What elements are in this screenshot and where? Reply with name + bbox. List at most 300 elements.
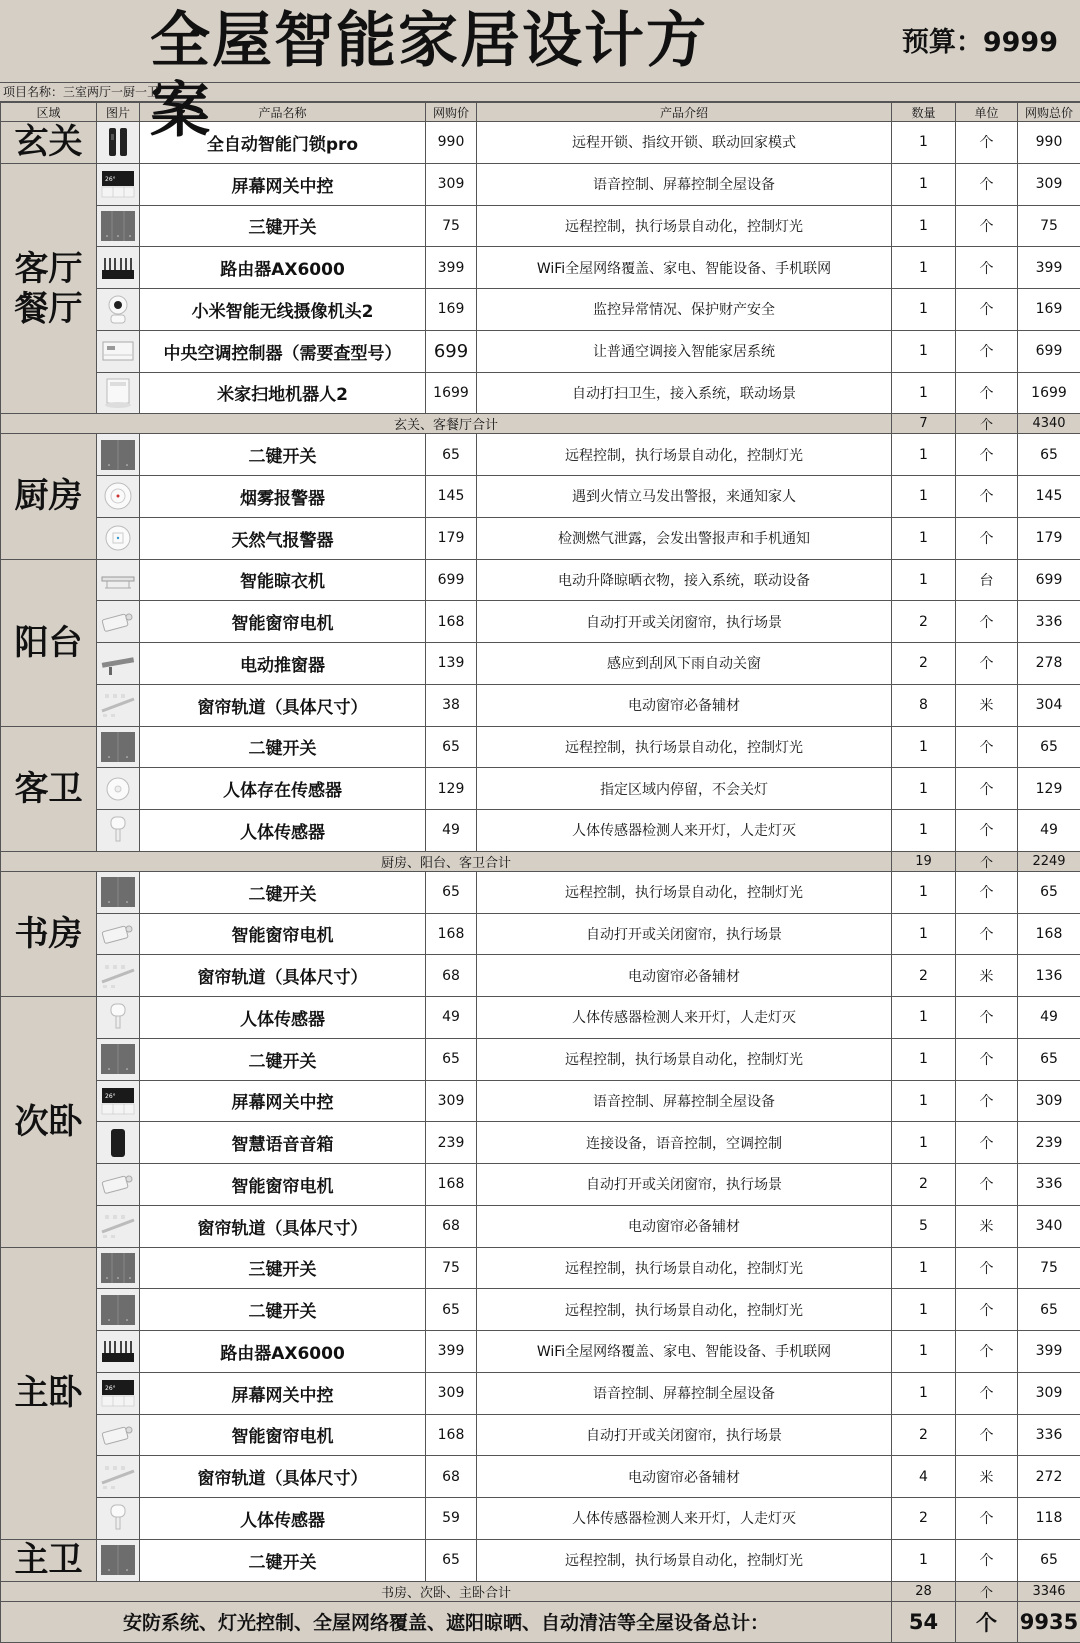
line-total: 399 bbox=[1018, 247, 1080, 289]
product-description: 远程控制，执行场景自动化，控制灯光 bbox=[477, 871, 892, 913]
column-header: 网购总价 bbox=[1018, 103, 1080, 122]
gas-alarm-icon bbox=[99, 522, 137, 554]
column-header: 数量 bbox=[892, 103, 956, 122]
area-label: 玄关 bbox=[1, 122, 96, 162]
table-row bbox=[1, 476, 1080, 518]
product-name: 二键开关 bbox=[140, 1038, 426, 1080]
line-total: 179 bbox=[1018, 517, 1080, 559]
quantity: 1 bbox=[892, 768, 956, 810]
unit: 个 bbox=[956, 643, 1018, 685]
product-image-cell bbox=[97, 1456, 140, 1498]
table-row bbox=[1, 1331, 1080, 1373]
unit-price: 239 bbox=[426, 1122, 477, 1164]
screen-gateway-icon bbox=[99, 168, 137, 200]
area-cell bbox=[1, 871, 97, 996]
product-name: 窗帘轨道（具体尺寸） bbox=[140, 684, 426, 726]
unit: 个 bbox=[956, 1539, 1018, 1581]
unit-price: 68 bbox=[426, 1456, 477, 1498]
product-name: 二键开关 bbox=[140, 726, 426, 768]
product-description: 远程控制，执行场景自动化，控制灯光 bbox=[477, 1289, 892, 1331]
smart-speaker-icon bbox=[99, 1127, 137, 1159]
table-row bbox=[1, 913, 1080, 955]
product-table bbox=[0, 102, 1080, 1643]
motion-sensor-icon bbox=[99, 1502, 137, 1534]
column-header: 图片 bbox=[97, 103, 140, 122]
product-name: 三键开关 bbox=[140, 1247, 426, 1289]
line-total: 65 bbox=[1018, 1539, 1080, 1581]
column-header: 单位 bbox=[956, 103, 1018, 122]
svg-text:26°: 26° bbox=[105, 1385, 116, 1392]
quantity: 2 bbox=[892, 643, 956, 685]
product-image-cell bbox=[97, 122, 140, 164]
unit: 个 bbox=[956, 726, 1018, 768]
svg-text:26°: 26° bbox=[105, 1093, 116, 1100]
product-image-cell bbox=[97, 1331, 140, 1373]
curtain-motor-icon bbox=[99, 1168, 137, 1200]
subtotal-label: 厨房、阳台、客卫合计 bbox=[1, 851, 892, 871]
line-total: 49 bbox=[1018, 810, 1080, 852]
router-icon bbox=[99, 252, 137, 284]
quantity: 2 bbox=[892, 1498, 956, 1540]
unit-price: 65 bbox=[426, 1539, 477, 1581]
product-name: 窗帘轨道（具体尺寸） bbox=[140, 955, 426, 997]
unit: 个 bbox=[956, 871, 1018, 913]
two-key-switch-icon bbox=[99, 439, 137, 471]
page-title: 全屋智能家居设计方案 bbox=[150, 6, 750, 146]
line-total: 129 bbox=[1018, 768, 1080, 810]
table-row bbox=[1, 434, 1080, 476]
table-row bbox=[1, 1456, 1080, 1498]
product-image-cell bbox=[97, 997, 140, 1039]
area-label: 阳台 bbox=[1, 623, 96, 663]
line-total: 309 bbox=[1018, 1080, 1080, 1122]
table-row bbox=[1, 205, 1080, 247]
product-image-cell bbox=[97, 913, 140, 955]
area-label: 餐厅 bbox=[1, 289, 96, 329]
quantity: 1 bbox=[892, 871, 956, 913]
table-row bbox=[1, 163, 1080, 205]
unit: 个 bbox=[956, 1080, 1018, 1122]
unit-price: 168 bbox=[426, 913, 477, 955]
product-description: WiFi全屋网络覆盖、家电、智能设备、手机联网 bbox=[477, 1331, 892, 1373]
area-label: 主卫 bbox=[1, 1540, 96, 1580]
unit-price: 168 bbox=[426, 601, 477, 643]
product-name: 人体传感器 bbox=[140, 1498, 426, 1540]
unit: 个 bbox=[956, 997, 1018, 1039]
product-name: 智能晾衣机 bbox=[140, 559, 426, 601]
area-cell bbox=[1, 434, 97, 559]
quantity: 1 bbox=[892, 1331, 956, 1373]
product-description: 远程开锁、指纹开锁、联动回家模式 bbox=[477, 122, 892, 164]
line-total: 136 bbox=[1018, 955, 1080, 997]
line-total: 65 bbox=[1018, 1289, 1080, 1331]
product-name: 智能窗帘电机 bbox=[140, 913, 426, 955]
quantity: 1 bbox=[892, 289, 956, 331]
motion-sensor-icon bbox=[99, 1001, 137, 1033]
area-cell bbox=[1, 122, 97, 164]
product-description: 电动窗帘必备辅材 bbox=[477, 1205, 892, 1247]
grand-total-label: 安防系统、灯光控制、全屋网络覆盖、遮阳晾晒、自动清洁等全屋设备总计： bbox=[1, 1601, 892, 1642]
area-cell bbox=[1, 163, 97, 414]
product-description: 人体传感器检测人来开灯，人走灯灭 bbox=[477, 1498, 892, 1540]
line-total: 145 bbox=[1018, 476, 1080, 518]
grand-total-amount: 9935 bbox=[1018, 1601, 1080, 1642]
area-cell bbox=[1, 1539, 97, 1581]
line-total: 278 bbox=[1018, 643, 1080, 685]
subtotal-row bbox=[1, 1581, 1080, 1601]
two-key-switch-icon bbox=[99, 1294, 137, 1326]
unit-price: 49 bbox=[426, 997, 477, 1039]
unit-price: 145 bbox=[426, 476, 477, 518]
curtain-track-icon bbox=[99, 960, 137, 992]
quantity: 2 bbox=[892, 1414, 956, 1456]
quantity: 1 bbox=[892, 1247, 956, 1289]
subtotal-total: 2249 bbox=[1018, 851, 1080, 871]
product-description: 人体传感器检测人来开灯，人走灯灭 bbox=[477, 997, 892, 1039]
product-name: 路由器AX6000 bbox=[140, 247, 426, 289]
ac-controller-icon bbox=[99, 335, 137, 367]
quantity: 1 bbox=[892, 1372, 956, 1414]
product-name: 中央空调控制器（需要查型号） bbox=[140, 330, 426, 372]
table-row bbox=[1, 289, 1080, 331]
unit: 个 bbox=[956, 517, 1018, 559]
product-description: 电动窗帘必备辅材 bbox=[477, 955, 892, 997]
product-description: 检测燃气泄露，会发出警报声和手机通知 bbox=[477, 517, 892, 559]
line-total: 990 bbox=[1018, 122, 1080, 164]
area-cell bbox=[1, 1247, 97, 1539]
product-image-cell bbox=[97, 601, 140, 643]
unit: 个 bbox=[956, 1164, 1018, 1206]
product-description: 远程控制，执行场景自动化，控制灯光 bbox=[477, 1038, 892, 1080]
product-name: 屏幕网关中控 bbox=[140, 163, 426, 205]
product-name: 二键开关 bbox=[140, 434, 426, 476]
unit-price: 309 bbox=[426, 1080, 477, 1122]
line-total: 399 bbox=[1018, 1331, 1080, 1373]
quantity: 1 bbox=[892, 1080, 956, 1122]
product-image-cell bbox=[97, 1038, 140, 1080]
product-name: 屏幕网关中控 bbox=[140, 1080, 426, 1122]
product-image-cell bbox=[97, 955, 140, 997]
product-image-cell bbox=[97, 1247, 140, 1289]
three-key-switch-icon bbox=[99, 210, 137, 242]
table-row bbox=[1, 997, 1080, 1039]
product-image-cell bbox=[97, 1498, 140, 1540]
unit: 个 bbox=[956, 330, 1018, 372]
product-description: 自动打开或关闭窗帘，执行场景 bbox=[477, 1164, 892, 1206]
quantity: 1 bbox=[892, 247, 956, 289]
product-image-cell bbox=[97, 1414, 140, 1456]
quantity: 1 bbox=[892, 517, 956, 559]
unit: 台 bbox=[956, 559, 1018, 601]
unit-price: 990 bbox=[426, 122, 477, 164]
unit: 个 bbox=[956, 1247, 1018, 1289]
product-name: 窗帘轨道（具体尺寸） bbox=[140, 1205, 426, 1247]
product-name: 路由器AX6000 bbox=[140, 1331, 426, 1373]
product-name: 烟雾报警器 bbox=[140, 476, 426, 518]
line-total: 65 bbox=[1018, 434, 1080, 476]
product-description: 自动打开或关闭窗帘，执行场景 bbox=[477, 1414, 892, 1456]
unit-price: 168 bbox=[426, 1414, 477, 1456]
unit: 个 bbox=[956, 1498, 1018, 1540]
product-description: 监控异常情况、保护财产安全 bbox=[477, 289, 892, 331]
unit-price: 309 bbox=[426, 1372, 477, 1414]
product-description: 远程控制，执行场景自动化，控制灯光 bbox=[477, 1247, 892, 1289]
unit-price: 1699 bbox=[426, 372, 477, 414]
product-image-cell bbox=[97, 1122, 140, 1164]
table-row bbox=[1, 1539, 1080, 1581]
product-image-cell bbox=[97, 476, 140, 518]
unit-price: 129 bbox=[426, 768, 477, 810]
column-header: 产品介绍 bbox=[477, 103, 892, 122]
area-cell bbox=[1, 726, 97, 851]
table-row bbox=[1, 372, 1080, 414]
product-image-cell bbox=[97, 517, 140, 559]
product-image-cell bbox=[97, 289, 140, 331]
product-name: 天然气报警器 bbox=[140, 517, 426, 559]
subtotal-quantity: 7 bbox=[892, 414, 956, 434]
unit-price: 59 bbox=[426, 1498, 477, 1540]
table-row bbox=[1, 601, 1080, 643]
line-total: 336 bbox=[1018, 1414, 1080, 1456]
unit-price: 65 bbox=[426, 434, 477, 476]
line-total: 65 bbox=[1018, 871, 1080, 913]
screen-gateway-icon bbox=[99, 1377, 137, 1409]
product-name: 三键开关 bbox=[140, 205, 426, 247]
unit: 个 bbox=[956, 476, 1018, 518]
line-total: 309 bbox=[1018, 1372, 1080, 1414]
subtotal-total: 3346 bbox=[1018, 1581, 1080, 1601]
column-header: 区域 bbox=[1, 103, 97, 122]
unit-price: 309 bbox=[426, 163, 477, 205]
unit-price: 168 bbox=[426, 1164, 477, 1206]
area-label: 主卧 bbox=[1, 1373, 96, 1413]
product-image-cell bbox=[97, 871, 140, 913]
line-total: 699 bbox=[1018, 559, 1080, 601]
smoke-alarm-icon bbox=[99, 480, 137, 512]
table-row bbox=[1, 871, 1080, 913]
area-label: 客厅 bbox=[1, 249, 96, 289]
unit: 个 bbox=[956, 1122, 1018, 1164]
area-label: 厨房 bbox=[1, 476, 96, 516]
table-row bbox=[1, 1122, 1080, 1164]
product-name: 人体传感器 bbox=[140, 810, 426, 852]
unit: 个 bbox=[956, 247, 1018, 289]
unit: 个 bbox=[956, 768, 1018, 810]
product-name: 智能窗帘电机 bbox=[140, 601, 426, 643]
project-name: 项目名称：三室两厅一厨一卫 bbox=[0, 83, 1080, 102]
table-body bbox=[1, 122, 1080, 1643]
area-label: 客卫 bbox=[1, 769, 96, 809]
table-row bbox=[1, 684, 1080, 726]
two-key-switch-icon bbox=[99, 731, 137, 763]
product-description: 人体传感器检测人来开灯，人走灯灭 bbox=[477, 810, 892, 852]
table-row bbox=[1, 1038, 1080, 1080]
robot-vacuum-icon bbox=[99, 377, 137, 409]
presence-sensor-icon bbox=[99, 773, 137, 805]
line-total: 699 bbox=[1018, 330, 1080, 372]
subtotal-row bbox=[1, 851, 1080, 871]
subtotal-quantity: 19 bbox=[892, 851, 956, 871]
unit: 米 bbox=[956, 1456, 1018, 1498]
quantity: 1 bbox=[892, 476, 956, 518]
product-name: 智能窗帘电机 bbox=[140, 1414, 426, 1456]
unit: 个 bbox=[956, 372, 1018, 414]
quantity: 1 bbox=[892, 434, 956, 476]
door-lock-icon bbox=[99, 126, 137, 158]
line-total: 49 bbox=[1018, 997, 1080, 1039]
curtain-motor-icon bbox=[99, 918, 137, 950]
unit-price: 68 bbox=[426, 1205, 477, 1247]
quantity: 1 bbox=[892, 205, 956, 247]
product-image-cell bbox=[97, 434, 140, 476]
unit: 个 bbox=[956, 1331, 1018, 1373]
area-cell bbox=[1, 997, 97, 1248]
area-label: 书房 bbox=[1, 914, 96, 954]
area-cell bbox=[1, 559, 97, 726]
unit: 个 bbox=[956, 1289, 1018, 1331]
camera-icon bbox=[99, 293, 137, 325]
screen-gateway-icon bbox=[99, 1085, 137, 1117]
product-image-cell bbox=[97, 247, 140, 289]
product-image-cell bbox=[97, 372, 140, 414]
product-image-cell bbox=[97, 726, 140, 768]
line-total: 169 bbox=[1018, 289, 1080, 331]
quantity: 1 bbox=[892, 997, 956, 1039]
unit-price: 49 bbox=[426, 810, 477, 852]
unit: 个 bbox=[956, 434, 1018, 476]
table-row bbox=[1, 768, 1080, 810]
unit: 米 bbox=[956, 1205, 1018, 1247]
curtain-track-icon bbox=[99, 1461, 137, 1493]
product-description: 让普通空调接入智能家居系统 bbox=[477, 330, 892, 372]
unit: 米 bbox=[956, 955, 1018, 997]
product-name: 小米智能无线摄像机头2 bbox=[140, 289, 426, 331]
two-key-switch-icon bbox=[99, 1043, 137, 1075]
product-image-cell bbox=[97, 768, 140, 810]
line-total: 75 bbox=[1018, 1247, 1080, 1289]
product-name: 全自动智能门锁pro bbox=[140, 122, 426, 164]
product-name: 米家扫地机器人2 bbox=[140, 372, 426, 414]
line-total: 272 bbox=[1018, 1456, 1080, 1498]
product-description: 自动打扫卫生，接入系统，联动场景 bbox=[477, 372, 892, 414]
area-label: 次卧 bbox=[1, 1102, 96, 1142]
product-image-cell bbox=[97, 163, 140, 205]
line-total: 304 bbox=[1018, 684, 1080, 726]
quantity: 1 bbox=[892, 1038, 956, 1080]
motion-sensor-icon bbox=[99, 814, 137, 846]
unit-price: 65 bbox=[426, 871, 477, 913]
quantity: 4 bbox=[892, 1456, 956, 1498]
product-description: 远程控制，执行场景自动化，控制灯光 bbox=[477, 205, 892, 247]
product-description: 电动窗帘必备辅材 bbox=[477, 1456, 892, 1498]
product-description: 语音控制、屏幕控制全屋设备 bbox=[477, 1372, 892, 1414]
product-name: 二键开关 bbox=[140, 1289, 426, 1331]
line-total: 1699 bbox=[1018, 372, 1080, 414]
quantity: 1 bbox=[892, 810, 956, 852]
unit: 个 bbox=[956, 1414, 1018, 1456]
quantity: 2 bbox=[892, 1164, 956, 1206]
quantity: 2 bbox=[892, 601, 956, 643]
line-total: 118 bbox=[1018, 1498, 1080, 1540]
unit: 个 bbox=[956, 205, 1018, 247]
table-row bbox=[1, 517, 1080, 559]
quantity: 1 bbox=[892, 1289, 956, 1331]
product-description: WiFi全屋网络覆盖、家电、智能设备、手机联网 bbox=[477, 247, 892, 289]
three-key-switch-icon bbox=[99, 1252, 137, 1284]
clothes-dryer-icon bbox=[99, 564, 137, 596]
column-header: 产品名称 bbox=[140, 103, 426, 122]
curtain-track-icon bbox=[99, 689, 137, 721]
table-row bbox=[1, 643, 1080, 685]
quantity: 1 bbox=[892, 163, 956, 205]
svg-text:26°: 26° bbox=[105, 176, 116, 183]
product-description: 电动窗帘必备辅材 bbox=[477, 684, 892, 726]
quantity: 1 bbox=[892, 330, 956, 372]
product-image-cell bbox=[97, 1080, 140, 1122]
line-total: 239 bbox=[1018, 1122, 1080, 1164]
product-description: 远程控制，执行场景自动化，控制灯光 bbox=[477, 434, 892, 476]
unit: 个 bbox=[956, 163, 1018, 205]
table-row bbox=[1, 810, 1080, 852]
product-image-cell bbox=[97, 684, 140, 726]
quantity: 2 bbox=[892, 955, 956, 997]
product-image-cell bbox=[97, 1539, 140, 1581]
unit-price: 38 bbox=[426, 684, 477, 726]
grand-total-quantity: 54 bbox=[892, 1601, 956, 1642]
product-description: 连接设备，语音控制，空调控制 bbox=[477, 1122, 892, 1164]
curtain-track-icon bbox=[99, 1210, 137, 1242]
product-name: 电动推窗器 bbox=[140, 643, 426, 685]
header bbox=[0, 0, 1080, 83]
unit: 个 bbox=[956, 913, 1018, 955]
unit: 个 bbox=[956, 122, 1018, 164]
product-name: 屏幕网关中控 bbox=[140, 1372, 426, 1414]
quantity: 1 bbox=[892, 726, 956, 768]
unit: 米 bbox=[956, 684, 1018, 726]
subtotal-total: 4340 bbox=[1018, 414, 1080, 434]
quantity: 1 bbox=[892, 1122, 956, 1164]
subtotal-quantity: 28 bbox=[892, 1581, 956, 1601]
unit-price: 65 bbox=[426, 1289, 477, 1331]
unit-price: 65 bbox=[426, 726, 477, 768]
product-image-cell bbox=[97, 1372, 140, 1414]
line-total: 65 bbox=[1018, 726, 1080, 768]
unit-price: 75 bbox=[426, 1247, 477, 1289]
unit-price: 399 bbox=[426, 1331, 477, 1373]
product-name: 人体存在传感器 bbox=[140, 768, 426, 810]
line-total: 65 bbox=[1018, 1038, 1080, 1080]
quantity: 1 bbox=[892, 372, 956, 414]
product-description: 语音控制、屏幕控制全屋设备 bbox=[477, 163, 892, 205]
two-key-switch-icon bbox=[99, 1544, 137, 1576]
product-description: 远程控制，执行场景自动化，控制灯光 bbox=[477, 1539, 892, 1581]
table-row bbox=[1, 247, 1080, 289]
line-total: 336 bbox=[1018, 1164, 1080, 1206]
unit: 个 bbox=[956, 289, 1018, 331]
subtotal-label: 书房、次卧、主卧合计 bbox=[1, 1581, 892, 1601]
table-row bbox=[1, 330, 1080, 372]
product-image-cell bbox=[97, 810, 140, 852]
product-description: 自动打开或关闭窗帘，执行场景 bbox=[477, 913, 892, 955]
product-name: 窗帘轨道（具体尺寸） bbox=[140, 1456, 426, 1498]
subtotal-label: 玄关、客餐厅合计 bbox=[1, 414, 892, 434]
product-description: 语音控制、屏幕控制全屋设备 bbox=[477, 1080, 892, 1122]
product-image-cell bbox=[97, 1164, 140, 1206]
quantity: 8 bbox=[892, 684, 956, 726]
table-row bbox=[1, 955, 1080, 997]
line-total: 168 bbox=[1018, 913, 1080, 955]
subtotal-unit: 个 bbox=[956, 414, 1018, 434]
